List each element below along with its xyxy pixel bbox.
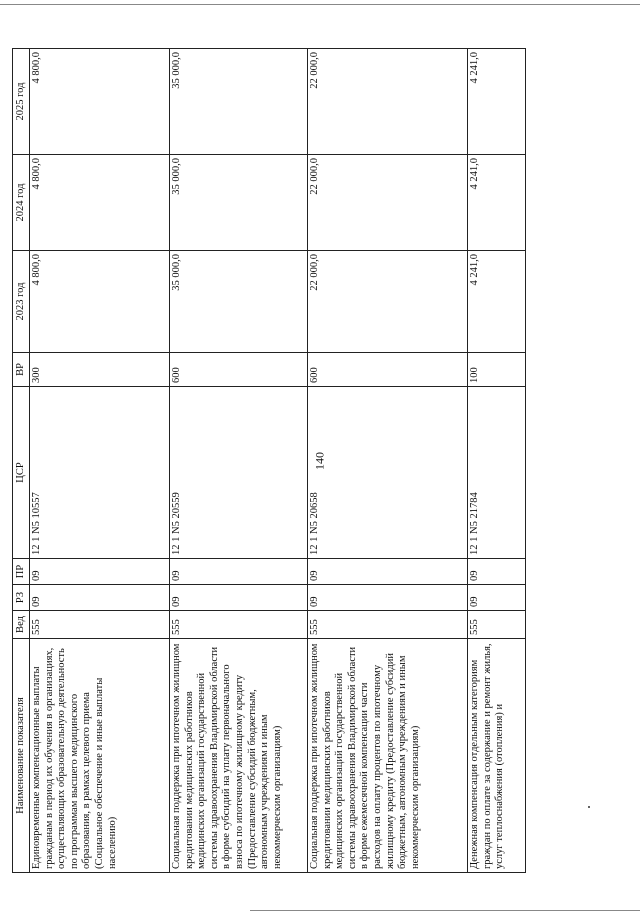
cell-vr: 100: [468, 353, 526, 387]
cell-rz: 09: [30, 585, 170, 611]
header-2025: 2025 год: [13, 49, 30, 155]
header-ved: Вед: [13, 611, 30, 639]
cell-vr: 600: [170, 353, 308, 387]
cell-name: Социальная поддержка при ипотечном жилищном кредитовании медицинских работников медицинских организаций государственной системы здравоохранения Владимирской области в форме субсидий на уплату первоначального взноса по ипотечному жилищному кредиту (Предоставление субсидий бюджетным, автономным учреждениям и иным некоммерческим организациям): [170, 639, 308, 873]
cell-vr: 600: [308, 353, 468, 387]
header-pr: ПР: [13, 559, 30, 585]
page-number: 140: [312, 452, 327, 470]
cell-vr: 300: [30, 353, 170, 387]
header-row: [13, 49, 30, 873]
table-row: [468, 49, 526, 873]
cell-2024: 4 800,0: [30, 155, 170, 251]
cell-2024: 22 000,0: [308, 155, 468, 251]
table-row: [30, 49, 170, 873]
cell-rz: 09: [468, 585, 526, 611]
cell-ved: 555: [170, 611, 308, 639]
cell-2024: 4 241,0: [468, 155, 526, 251]
cell-name: Денежная компенсация отдельным категориям граждан по оплате за содержание и ремонт жилья, услуг теплоснабжения (отопления) и: [468, 639, 526, 873]
scan-edge-line-bottom: [250, 910, 640, 911]
cell-2023: 22 000,0: [308, 251, 468, 353]
cell-2024: 35 000,0: [170, 155, 308, 251]
cell-csr: 12 1 N5 21784: [468, 387, 526, 559]
budget-table: [12, 48, 526, 873]
cell-pr: 09: [170, 559, 308, 585]
cell-2023: 4 241,0: [468, 251, 526, 353]
cell-csr: 12 1 N5 10557: [30, 387, 170, 559]
header-csr: ЦСР: [13, 387, 30, 559]
cell-csr: 12 1 N5 20658: [308, 387, 468, 559]
cell-2023: 35 000,0: [170, 251, 308, 353]
cell-pr: 09: [308, 559, 468, 585]
header-2024: 2024 год: [13, 155, 30, 251]
cell-rz: 09: [308, 585, 468, 611]
header-rz: РЗ: [13, 585, 30, 611]
cell-rz: 09: [170, 585, 308, 611]
cell-ved: 555: [468, 611, 526, 639]
cell-pr: 09: [30, 559, 170, 585]
table-row: [170, 49, 308, 873]
cell-ved: 555: [30, 611, 170, 639]
budget-table-rotated: [12, 49, 522, 873]
cell-2025: 22 000,0: [308, 49, 468, 155]
cell-2025: 4 241,0: [468, 49, 526, 155]
cell-csr: 12 1 N5 20559: [170, 387, 308, 559]
cell-pr: 09: [468, 559, 526, 585]
cell-ved: 555: [308, 611, 468, 639]
cell-2025: 35 000,0: [170, 49, 308, 155]
scan-speck: [588, 806, 590, 808]
cell-2023: 4 800,0: [30, 251, 170, 353]
scan-edge-line-top: [0, 4, 640, 5]
cell-name: Единовременные компенсационные выплаты гражданам в период их обучения в организациях, осуществляющих образовательную деятельность по программам высшего медицинского образования, в рамках целевого приема (Социальное обеспечение и иные выплаты населению): [30, 639, 170, 873]
cell-name: Социальная поддержка при ипотечном жилищном кредитовании медицинских работников медицинских организаций государственной системы здравоохранения Владимирской области в форме ежемесячной компенсации части расходов на оплату процентов по ипотечному жилищному кредиту (Предоставление субсидий бюджетным, автономным учреждениям и иным некоммерческим организациям): [308, 639, 468, 873]
header-vr: ВР: [13, 353, 30, 387]
table-row: [308, 49, 468, 873]
header-2023: 2023 год: [13, 251, 30, 353]
cell-2025: 4 800,0: [30, 49, 170, 155]
header-name: Наименование показателя: [13, 639, 30, 873]
